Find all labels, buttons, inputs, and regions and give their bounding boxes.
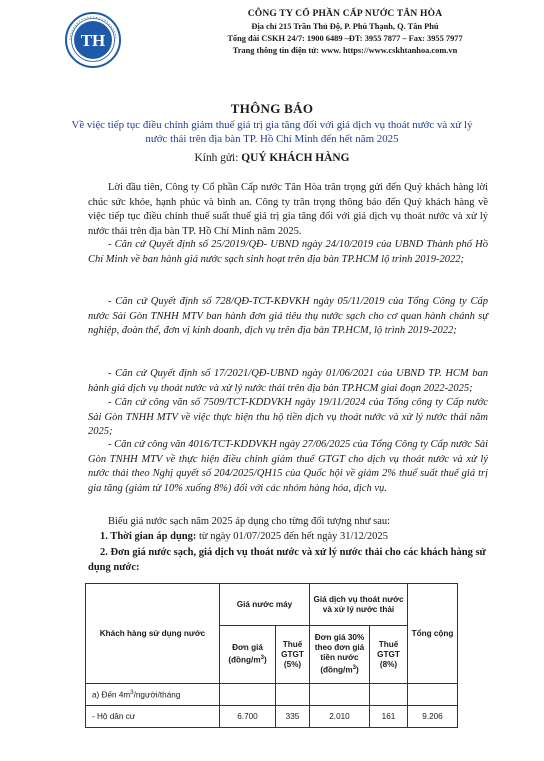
basis-item: - Căn cứ công văn 4016/TCT-KDDVKH ngày 27/06/2025 của Tổng Công ty Cấp nước Sài Gòn TNHH MTV về thực hiện điều chỉnh giảm thuế GTGT cho dịch vụ thoát nước và xử lý nước thải theo Nghị quyết số 204/2025/QH15 của Quốc hội về giảm 2% thuế suất thuế giá trị gia tăng (giảm từ 10% xuống 8%) đối với các nhóm hàng hóa, dịch vụ. [88, 439, 488, 495]
group-a-label: a) Đến $4m^3/người$/tháng [86, 684, 220, 706]
company-address: Địa chỉ 215 Trần Thủ Độ, P. Phú Thạnh, Q. Tân Phú [251, 22, 439, 31]
row-label: - Hộ dân cư [86, 706, 220, 728]
rates-intro: Biểu giá nước sạch năm 2025 áp dụng cho từng đối tượng như sau: [108, 516, 391, 527]
notice-recipient [0, 152, 544, 164]
sub-sewer-unit-header: Đơn giá 30% theo đơn giá tiền nước $(đồng/m^3)$ [310, 626, 370, 684]
table-row [86, 706, 458, 728]
sub-vat8-header: Thuế GTGT (8%) [370, 626, 408, 684]
company-website: Trang thông tin điện tử: www. https://www.cskhtanhoa.com.vn [232, 46, 458, 55]
section-1-label: 1. Thời gian áp dụng: [100, 531, 197, 542]
col-sewer-price-header: Giá dịch vụ thoát nước và xử lý nước thải [310, 584, 408, 626]
basis-item: - Căn cứ Quyết định số 17/2021/QĐ-UBND ngày 01/06/2021 của UBND TP. HCM ban hành giá dịch vụ thoát nước và xử lý nước thải trên địa bàn TP.HCM giai đoạn 2022-2025; [88, 368, 488, 394]
sub-unit-price-header: Đơn giá $(đồng/m^3)$ [220, 626, 276, 684]
table-group-row [86, 684, 458, 706]
recipient-prefix: Kính gửi: [194, 152, 242, 164]
intro-paragraph: Lời đầu tiên, Công ty Cổ phần Cấp nước Tân Hòa trân trọng gửi đến Quý khách hàng lời chúc sức khỏe, hạnh phúc và bình an. Công ty trân trọng thông báo đến Quý khách hàng về việc tiếp tục điều chỉnh thuế suất thuế giá trị gia tăng đối với giá dịch vụ thoát nước và xử lý nước thải trên địa bàn TP. Hồ Chí Minh năm 2025. [88, 182, 488, 238]
company-logo-icon [64, 11, 122, 69]
basis-item: - Căn cứ công văn số 7509/TCT-KDDVKH ngày 19/11/2024 của Tổng công ty Cấp nước Sài Gòn TNHH MTV về việc thực hiện thu hộ tiền dịch vụ thoát nước và xử lý nước thải năm 2025; [88, 397, 488, 438]
row-vat8: 161 [370, 706, 408, 728]
company-name: CÔNG TY CỔ PHẦN CẤP NƯỚC TÂN HÒA [247, 9, 443, 19]
col-customer-header: Khách hàng sử dụng nước [86, 584, 220, 684]
notice-subject: Về việc tiếp tục điều chỉnh giảm thuế giá trị gia tăng đối với giá dịch vụ thoát nước và xử lý nước thải trên địa bàn TP. Hồ Chí Minh đến hết năm 2025 [71, 119, 473, 145]
section-1 [100, 531, 490, 542]
row-total: 9.206 [408, 706, 458, 728]
row-vat5: 335 [276, 706, 310, 728]
basis-item: - Căn cứ Quyết định số 25/2019/QĐ- UBND ngày 24/10/2019 của UBND Thành phố Hồ Chí Minh về ban hành giá nước sạch sinh hoạt trên địa bàn TP.HCM lộ trình 2019-2022; [88, 239, 488, 265]
sub-vat5-header: Thuế GTGT (5%) [276, 626, 310, 684]
row-unit-price: 6.700 [220, 706, 276, 728]
logo-monogram: TH [80, 31, 106, 50]
company-hotline: Tổng đài CSKH 24/7: 1900 6489 –ĐT: 3955 7877 – Fax: 3955 7977 [227, 34, 463, 43]
recipient-name: QUÝ KHÁCH HÀNG [241, 152, 350, 164]
col-total-header: Tổng cộng [408, 584, 458, 684]
price-table [85, 583, 458, 728]
section-2: 2. Đơn giá nước sạch, giá dịch vụ thoát nước và xử lý nước thải cho các khách hàng sử dụng nước: [88, 547, 486, 573]
section-1-value: từ ngày 01/07/2025 đến hết ngày 31/12/2025 [196, 531, 388, 542]
notice-title: THÔNG BÁO [230, 101, 314, 116]
row-sewer-unit: 2.010 [310, 706, 370, 728]
basis-item: - Căn cứ Quyết định số 728/QĐ-TCT-KĐVKH ngày 05/11/2019 của Tổng Công ty Cấp nước Sài Gòn TNHH MTV ban hành đơn giá tiêu thụ nước sạch cho cơ quan hành chánh sự nghiệp, đoàn thể, đơn vị kinh doanh, dịch vụ trên địa bàn TP.HCM, lộ trình 2019-2022; [88, 296, 488, 337]
col-water-price-header: Giá nước máy [220, 584, 310, 626]
